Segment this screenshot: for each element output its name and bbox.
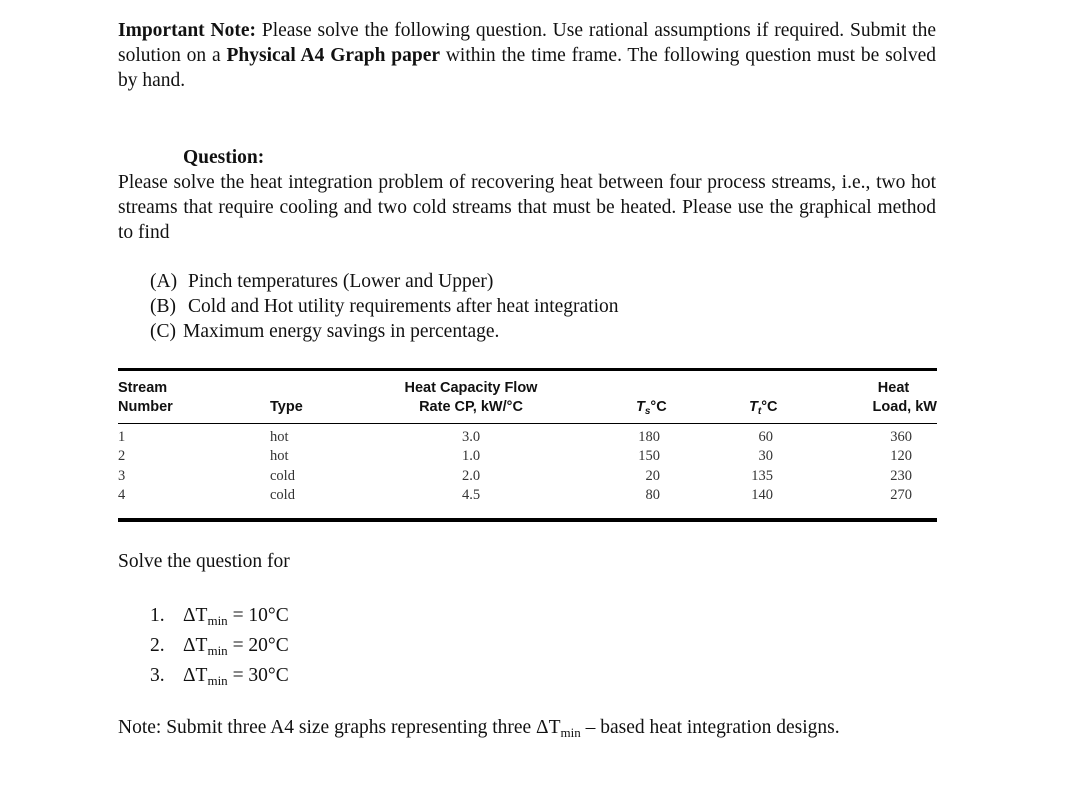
min-subscript: min [207,673,228,688]
col-header-load [836,379,937,417]
delta-value: = 20°C [227,635,289,656]
item-text: Cold and Hot utility requirements after heat integration [188,296,619,317]
col-header-tt [749,398,777,418]
col-header-stream [118,379,173,417]
table-cell: 3 [118,467,126,484]
table-cell: 30 [758,448,773,465]
table-cell: 1 [118,429,126,445]
note-prefix: Note: Submit three A4 size graphs representing three ΔT [118,717,561,738]
table-cell: 80 [645,486,660,503]
table-cell: 270 [890,486,912,503]
item-text: Pinch temperatures (Lower and Upper) [188,271,494,292]
table-cell: 2.0 [461,467,481,484]
ts-subscript: s [644,406,651,417]
header-line: Stream [118,380,168,396]
table-cell: 4.5 [461,486,481,503]
question-body: Please solve the heat integration problem of recovering heat between four process streams, i.e., two hot streams that require cooling and two cold streams that must be heated. Please use the graphical method to find [118,172,936,243]
item-number: 3. [150,665,165,686]
header-line: Load, kW [872,399,937,415]
question-items [150,269,619,344]
col-stream [118,428,125,505]
col-header-ts [636,398,667,418]
delta-t-item [150,631,289,661]
table-cell: 135 [751,467,773,484]
table-cell: 360 [890,429,912,445]
header-line: Rate CP, kW/°C [419,399,523,415]
table-cell: 3.0 [461,429,481,445]
min-subscript: min [207,613,228,628]
table-cell: 120 [890,448,912,465]
important-note [118,18,936,93]
table-cell: 180 [638,429,660,445]
ts-symbol: T [636,399,645,415]
note-bold-text: Physical A4 Graph paper [226,45,441,66]
table-cell: 4 [118,486,126,503]
note-text-1: Please solve the following question. Use rational assumptions if required. Submit the solution on a [118,20,936,66]
item-marker: (C) [150,321,176,342]
tt-unit: °C [761,399,778,415]
delta-t-item [150,601,289,631]
question-item-a [150,269,619,294]
question-heading: Question: [183,147,265,168]
question-item-b [150,294,619,319]
table-cell: 150 [638,448,660,465]
table-cell: 1.0 [461,448,481,465]
col-header-type: Type [270,399,303,415]
header-line: Heat Capacity Flow [404,380,538,396]
ts-unit: °C [650,399,667,415]
note-suffix: – based heat integration designs. [580,717,840,738]
header-line: Number [118,399,173,415]
table-cell: hot [270,429,289,445]
col-type [270,428,295,505]
col-cp [431,428,511,505]
delta-symbol: ΔT [183,605,208,626]
delta-value: = 30°C [227,665,289,686]
col-load [852,428,912,505]
table-cell: 230 [890,467,912,484]
submission-note [118,715,936,741]
min-subscript: min [207,643,228,658]
table-top-rule [118,368,937,371]
delta-t-item [150,661,289,691]
table-cell: 60 [758,429,773,445]
note-label: Important Note: [118,20,256,41]
tt-symbol: T [749,399,758,415]
table-cell: hot [270,448,289,465]
col-tt [713,428,773,505]
tt-subscript: t [757,406,762,417]
item-number: 1. [150,605,165,626]
item-marker: (A) [150,271,178,292]
delta-symbol: ΔT [183,665,208,686]
delta-symbol: ΔT [183,635,208,656]
question-item-c [150,319,619,344]
item-text: Maximum energy savings in percentage. [183,321,500,342]
table-cell: 20 [645,467,660,484]
note-text-2: within the time frame. The following question must be solved by hand. [118,45,936,91]
table-bottom-rule [118,518,937,522]
table-cell: 140 [751,486,773,503]
delta-t-list [150,601,289,691]
solve-intro: Solve the question for [118,551,290,572]
table-cell: cold [270,467,295,484]
table-cell: cold [270,486,295,503]
col-header-cp [371,379,571,417]
table-header-rule [118,423,937,424]
header-line: Heat [877,380,910,396]
min-subscript: min [560,725,581,740]
table-cell: 2 [118,448,126,465]
item-marker: (B) [150,296,176,317]
col-ts [600,428,660,505]
item-number: 2. [150,635,165,656]
delta-value: = 10°C [227,605,289,626]
